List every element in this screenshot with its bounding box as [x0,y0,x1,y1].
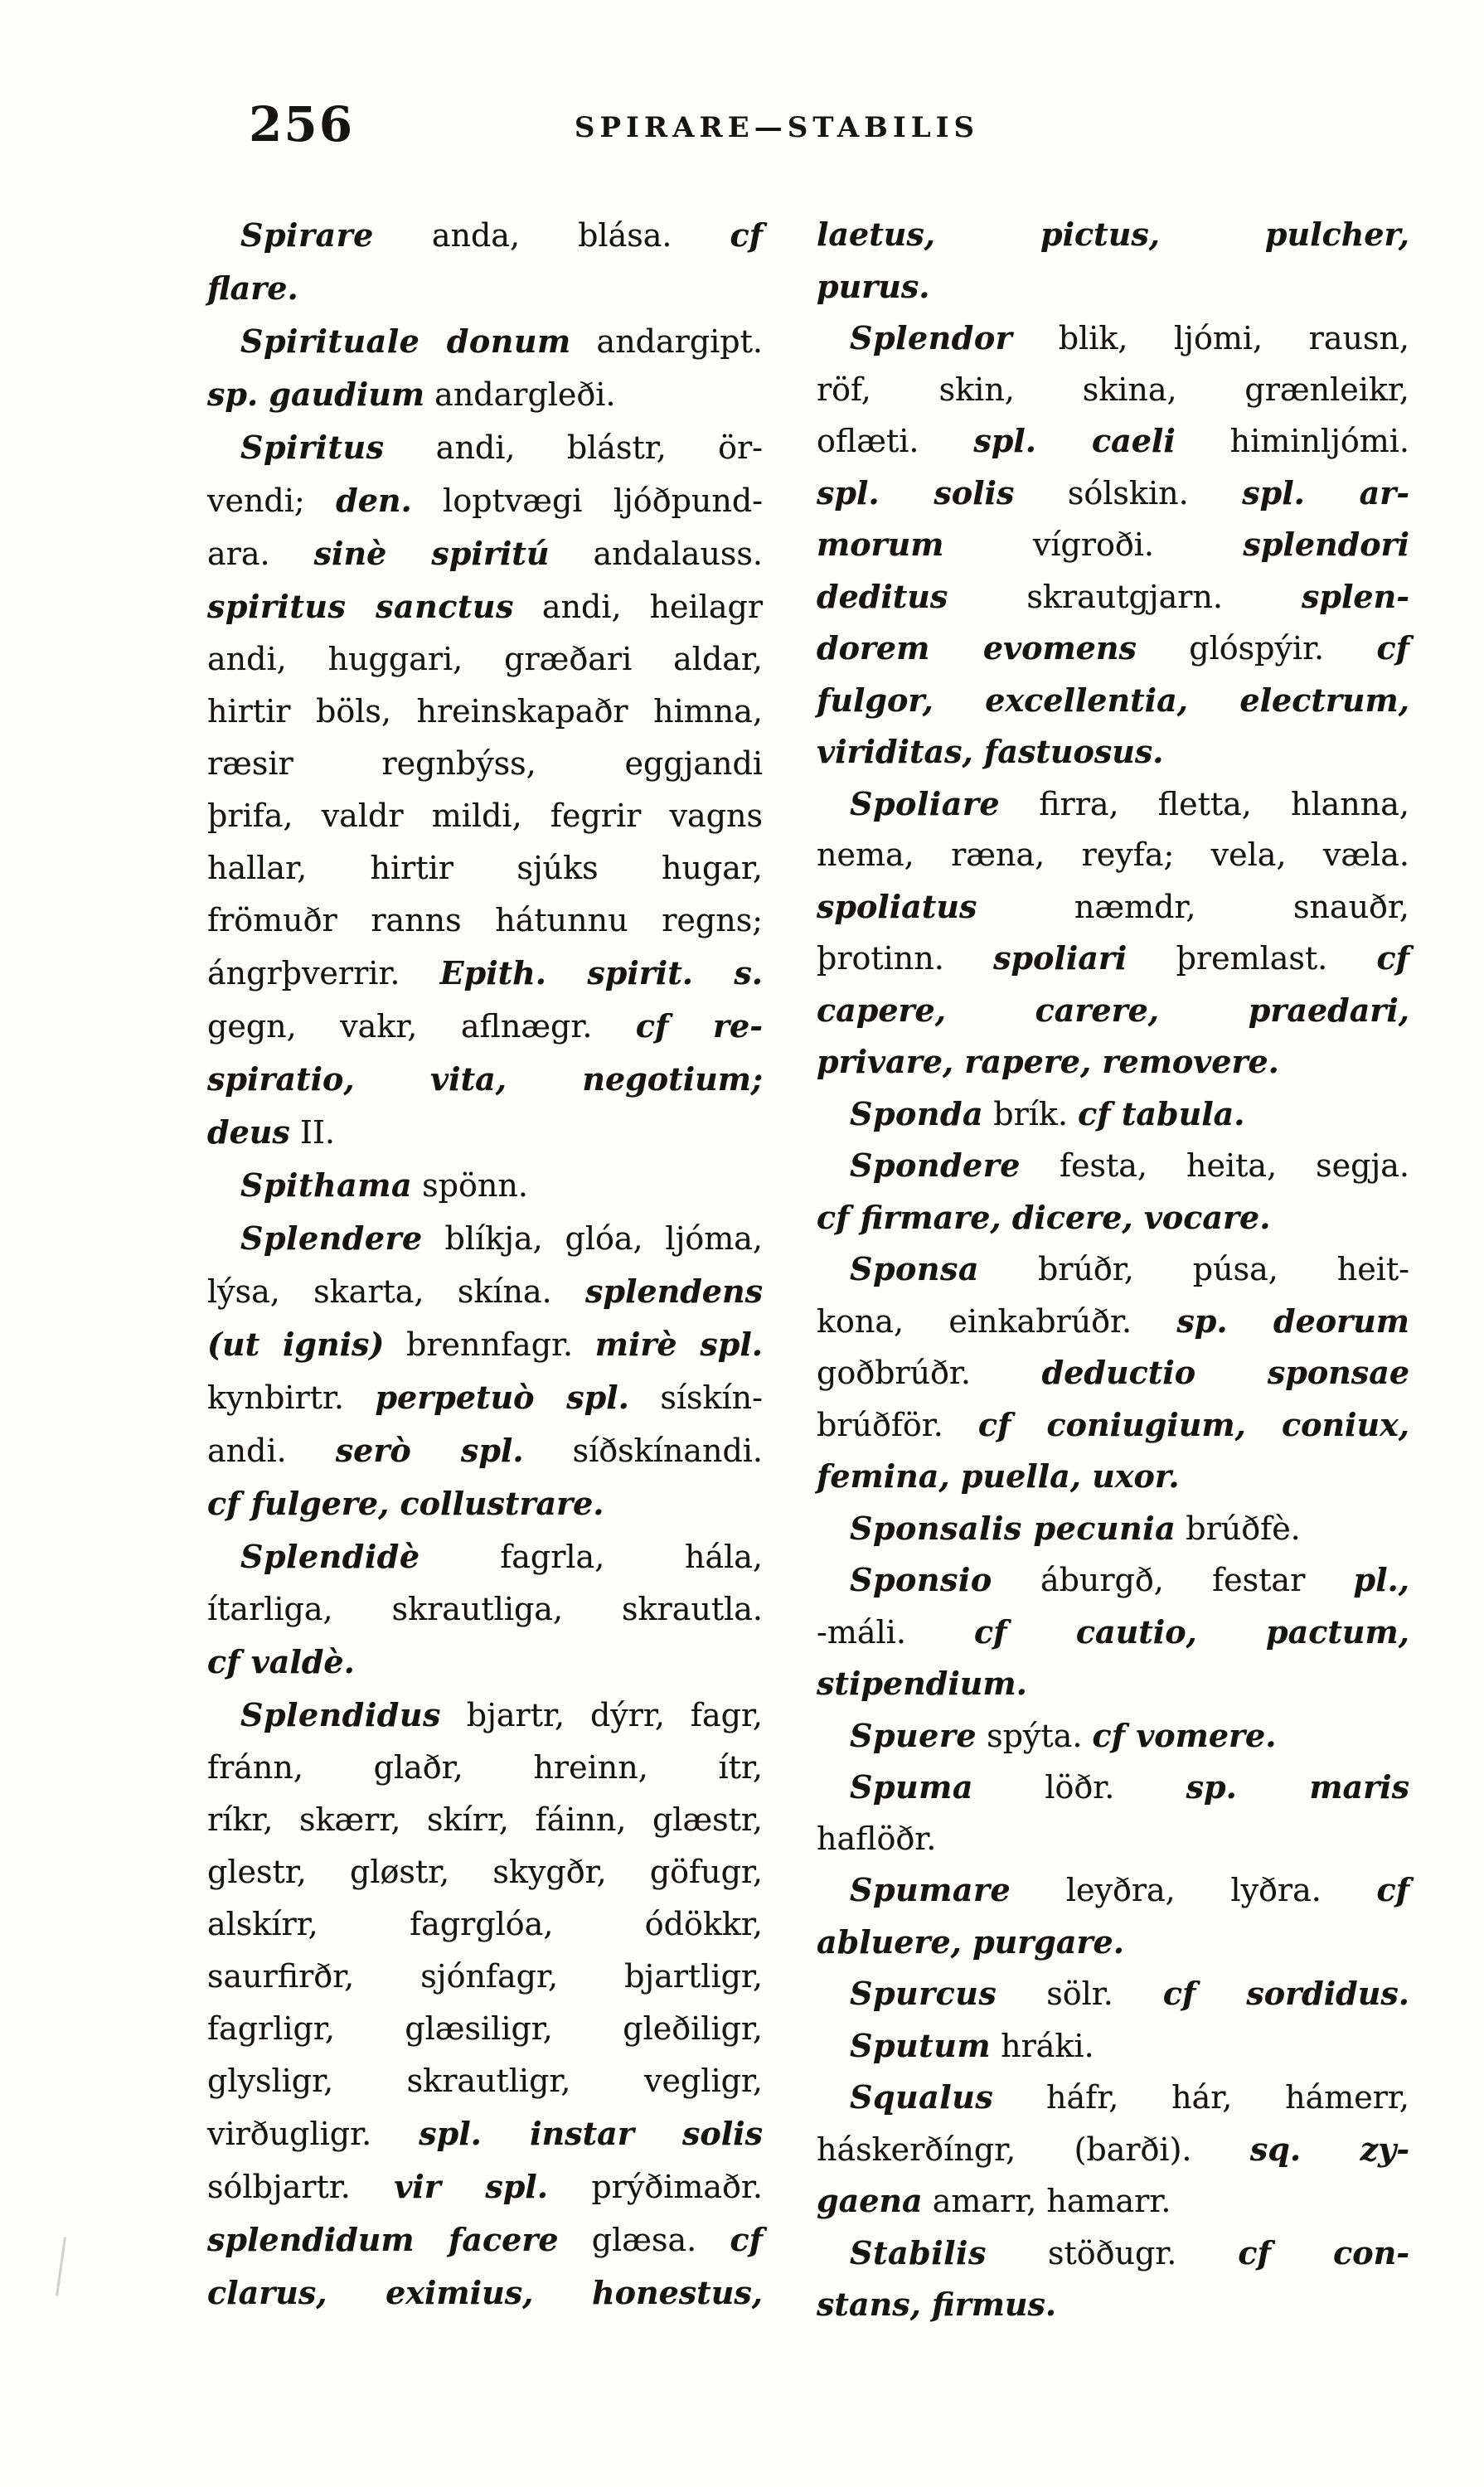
latin-text: cf firmare, dicere, vocare. [817,1198,1271,1236]
latin-text: dorem evomens [817,629,1137,667]
latin-text: cf coniugium, coniux, [977,1405,1409,1443]
text-line [817,675,1409,727]
text-line [817,726,1409,778]
text-line [817,365,1409,416]
icelandic-text: glysligr, skrautligr, vegligr, [207,2063,763,2099]
icelandic-text: stöðugr. [986,2234,1239,2271]
text-line [817,1554,1409,1607]
text-line [817,2279,1409,2331]
latin-text: cf sordidus. [1162,1975,1409,2012]
icelandic-text: oflæti. [817,423,974,459]
icelandic-text: glestr, gløstr, skygðr, göfugr, [207,1854,763,1890]
icelandic-text: ræsir regnbýss, eggjandi [207,745,763,782]
latin-text: splendens [585,1273,763,1310]
page-number: 256 [249,96,355,153]
text-line [207,2213,763,2266]
latin-text: gaena [817,2182,923,2219]
text-line [817,313,1409,365]
latin-text: spl. solis [817,473,1015,511]
latin-text: cf [730,216,763,254]
text-line [207,1053,763,1106]
latin-text: splendidum facere [207,2221,559,2258]
text-line [207,2055,763,2107]
text-line [207,1846,763,1898]
headword: Sponsalis pecunia [850,1509,1176,1547]
headword: Spiritus [240,429,385,466]
latin-text: spoliatus [817,887,977,925]
latin-text: serò spl. [335,1432,524,1469]
left-column [207,209,763,2320]
icelandic-text: kynbirtr. [207,1379,376,1416]
icelandic-text: ítarliga, skrautliga, skrautla. [207,1591,763,1627]
latin-text: sp. maris [1186,1768,1409,1806]
text-line [207,1530,763,1583]
headword: Squalus [850,2078,994,2116]
text-line [207,1000,763,1053]
latin-text: splendori [1243,526,1409,563]
text-line [207,1689,763,1742]
headword: Splendor [850,319,1013,356]
latin-text: sinè spiritú [313,535,550,572]
icelandic-text: -máli. [817,1613,975,1651]
icelandic-text: bjartr, dýrr, fagr, [440,1697,763,1733]
icelandic-text: spýta. [977,1717,1093,1754]
latin-text: deditus [817,577,948,615]
icelandic-text: frömuðr ranns hátunnu regns; [207,902,763,938]
text-line [207,315,763,368]
latin-text: (ut ignis) [207,1326,385,1363]
text-line [207,1742,763,1794]
headword: Spurcus [850,1975,997,2012]
headword: Sponda [850,1094,984,1132]
icelandic-text: anda, blása. [373,217,730,254]
latin-text: laetus, pictus, pulcher, [817,216,1409,253]
text-line [817,2072,1409,2124]
icelandic-text: andargleði. [424,376,616,413]
text-line [817,1762,1409,1814]
text-line [207,474,763,527]
icelandic-text: himinljómi. [1175,423,1409,459]
text-line [207,947,763,1000]
latin-text: sq. zy- [1249,2130,1409,2168]
icelandic-text: fagrla, hála, [419,1539,763,1575]
text-line [817,1088,1409,1141]
icelandic-text: sólskin. [1014,474,1243,511]
text-line [207,1371,763,1424]
latin-text: Epith. spirit. s. [439,954,763,991]
icelandic-text: glóspýir. [1136,630,1377,667]
text-line [207,1636,763,1689]
text-line [817,468,1409,520]
icelandic-text: andi, huggari, græðari aldar, [207,641,763,677]
icelandic-text: fránn, glaðr, hreinn, ítr, [207,1749,763,1786]
icelandic-text: lýsa, skarta, skína. [207,1273,586,1310]
icelandic-text: festa, heita, segja. [1020,1147,1409,1184]
latin-text: spl. instar solis [419,2115,763,2152]
icelandic-text: andi. [207,1433,336,1469]
text-line [207,1583,763,1636]
latin-text: cf re- [635,1007,763,1045]
icelandic-text: haflöðr. [817,1820,937,1857]
headword: Spirare [240,216,374,254]
latin-text: femina, puella, uxor. [817,1457,1180,1495]
latin-text: spiratio, vita, negotium; [207,1060,763,1098]
icelandic-text: alskírr, fagrglóa, ódökkr, [207,1906,763,1942]
headword: Spuere [850,1716,977,1754]
text-line [207,738,763,790]
headword: Spoliare [850,784,1001,822]
icelandic-text: kona, einkabrúðr. [817,1302,1177,1340]
icelandic-text: hirtir böls, hreinskapaðr himna, [207,693,763,730]
icelandic-text: andi, heilagr [513,589,763,625]
text-line [817,881,1409,933]
text-line [817,1296,1409,1348]
text-line [207,894,763,947]
icelandic-text: blíkja, glóa, ljóma, [422,1220,763,1257]
text-line [817,1864,1409,1917]
icelandic-text: brúðr, púsa, heit- [979,1251,1409,1287]
latin-text: clarus, eximius, honestus, [207,2274,763,2311]
latin-text: splen- [1302,577,1409,615]
icelandic-text: amarr, hamarr. [922,2183,1171,2219]
text-line [817,1968,1409,2020]
headword: Splendidè [240,1538,420,1575]
text-line [207,1159,763,1212]
text-line [817,571,1409,623]
icelandic-text: brúðför. [817,1406,978,1443]
text-line [817,1658,1409,1710]
text-line [207,686,763,738]
latin-text: den. [336,482,412,519]
text-line [817,1451,1409,1503]
text-line [207,2003,763,2055]
text-line [817,2124,1409,2176]
text-line [207,1318,763,1371]
text-line [817,830,1409,881]
icelandic-text: ríkr, skærr, skírr, fáinn, glæstr, [207,1801,763,1838]
latin-text: abluere, purgare. [817,1922,1124,1961]
headword: Splendere [240,1219,423,1257]
icelandic-text: brúðfè. [1176,1510,1301,1547]
text-line [207,1477,763,1530]
text-line [207,1265,763,1318]
icelandic-text: II. [289,1114,335,1151]
latin-text: stans, firmus. [817,2286,1057,2323]
running-header: SPIRARE—STABILIS [574,111,980,144]
latin-text: sp. gaudium [207,376,425,413]
icelandic-text: vendi; [207,482,337,519]
icelandic-text: glæsa. [558,2222,730,2258]
latin-text: cf [1376,1871,1409,1908]
icelandic-text: ara. [207,536,314,572]
text-line [817,1140,1409,1192]
icelandic-text: andalauss. [549,536,763,572]
text-line [207,527,763,580]
icelandic-text: löðr. [972,1769,1186,1806]
icelandic-text: blik, ljómi, rausn, [1012,320,1409,356]
text-line [817,1503,1409,1555]
latin-text: cf valdè. [207,1643,355,1680]
text-line [207,1106,763,1159]
text-line [817,778,1409,831]
text-line [817,2020,1409,2072]
text-line [207,1951,763,2003]
icelandic-text: nema, ræna, reyfa; vela, væla. [817,836,1409,873]
icelandic-text: þrifa, valdr mildi, fegrir vagns [207,797,763,834]
headword: Sponsa [850,1250,980,1287]
icelandic-text: firra, fletta, hlanna, [1000,785,1409,822]
headword: Splendidus [240,1696,441,1733]
icelandic-text: sískín- [628,1379,763,1416]
latin-text: privare, rapere, removere. [817,1043,1279,1080]
icelandic-text: háskerðíngr, (barði). [817,2131,1250,2168]
latin-text: morum [817,526,944,563]
text-line [207,1794,763,1846]
text-line [207,2107,763,2160]
latin-text: cf [1376,939,1409,977]
latin-text: purus. [817,267,930,305]
latin-text: cf con- [1238,2233,1409,2271]
icelandic-text: þrotinn. [817,940,994,977]
text-line [207,633,763,686]
headword: Spuma [850,1768,973,1806]
latin-text: cf [1376,629,1410,667]
icelandic-text: leyðra, lyðra. [1011,1872,1377,1908]
headword: Spithama [240,1166,413,1204]
icelandic-text: þremlast. [1127,940,1377,977]
icelandic-text: síðskínandi. [523,1433,764,1469]
headword: spiritus sanctus [207,588,514,625]
text-line [817,933,1409,985]
icelandic-text: næmdr, snauðr, [977,888,1409,925]
text-line [817,261,1409,313]
latin-text: stipendium. [817,1665,1027,1702]
latin-text: deus [207,1113,290,1151]
icelandic-text: ángrþverrir. [207,955,440,991]
icelandic-text: áburgð, festar [992,1562,1354,1598]
text-line [207,842,763,894]
icelandic-text: fagrligr, glæsiligr, gleðiligr, [207,2010,763,2047]
icelandic-text: loptvægi ljóðpund- [411,482,764,519]
latin-text: deductio sponsae [1041,1354,1410,1391]
text-line [207,1424,763,1477]
icelandic-text: andi, blástr, ör- [384,429,763,466]
headword: Spondere [850,1147,1021,1184]
text-line [207,2266,763,2320]
icelandic-text: hráki. [991,2027,1094,2064]
text-line [207,580,763,633]
text-line [817,1814,1409,1865]
icelandic-text: röf, skin, skina, grænleikr, [817,371,1409,408]
icelandic-text: sölr. [997,1976,1163,2012]
latin-text: cf cautio, pactum, [974,1612,1409,1651]
text-line [817,1917,1409,1969]
latin-text: capere, carere, praedari, [817,991,1409,1029]
text-line [817,2175,1409,2228]
icelandic-text: goðbrúðr. [817,1355,1042,1391]
icelandic-text: vígroði. [943,526,1244,563]
text-line [817,623,1409,675]
headword: Sputum [850,2026,992,2064]
text-line [817,2228,1409,2280]
text-line [817,209,1409,261]
text-line [817,519,1409,571]
text-line [207,209,763,262]
icelandic-text: virðugligr. [207,2116,419,2152]
icelandic-text: háfr, hár, hámerr, [993,2079,1409,2116]
text-line [207,2160,763,2213]
right-column [817,209,1409,2331]
text-line [817,1607,1409,1659]
latin-text: fulgor, excellentia, electrum, [817,681,1409,719]
icelandic-text: saurfirðr, sjónfagr, bjartligr, [207,1958,763,1995]
icelandic-text: gegn, vakr, aflnægr. [207,1008,636,1045]
text-line [207,421,763,474]
text-line [207,1898,763,1951]
latin-text: cf tabula. [1078,1094,1245,1132]
latin-text: spoliari [993,939,1128,977]
headword: Spirituale donum [240,322,571,360]
icelandic-text: spönn. [412,1167,528,1204]
latin-text: spl. caeli [973,422,1176,459]
icelandic-text: prýðimaðr. [547,2169,763,2205]
latin-text: mirè spl. [594,1326,763,1363]
text-line [207,790,763,842]
icelandic-text: brík. [983,1095,1079,1132]
latin-text: vir spl. [394,2168,548,2205]
text-line [817,1244,1409,1296]
text-line [817,1710,1409,1762]
icelandic-text: hallar, hirtir sjúks hugar, [207,850,763,886]
text-line [207,368,763,421]
latin-text: sp. deorum [1176,1302,1409,1340]
text-line [817,1036,1409,1088]
headword: Stabilis [850,2233,987,2271]
latin-text: cf fulgere, collustrare. [207,1485,604,1522]
latin-text: spl. ar- [1242,473,1409,511]
text-line [817,1399,1409,1452]
text-line [817,985,1409,1037]
text-line [207,1212,763,1265]
icelandic-text: skrautgjarn. [948,578,1302,615]
scan-artifact [56,2237,66,2296]
icelandic-text: brennfagr. [384,1326,595,1363]
latin-text: perpetuò spl. [375,1379,629,1416]
text-line [817,1347,1409,1399]
latin-text: cf [730,2221,764,2258]
headword: Spumare [850,1871,1011,1908]
icelandic-text: sólbjartr. [207,2169,395,2205]
headword: Sponsio [850,1561,992,1598]
text-line [817,1192,1409,1244]
latin-text: viriditas, fastuosus. [817,733,1164,770]
latin-text: cf vomere. [1092,1716,1277,1754]
latin-text: pl., [1353,1561,1409,1598]
text-line [817,415,1409,468]
text-line [207,262,763,315]
latin-text: flare. [207,269,298,307]
icelandic-text: andargipt. [570,323,763,360]
